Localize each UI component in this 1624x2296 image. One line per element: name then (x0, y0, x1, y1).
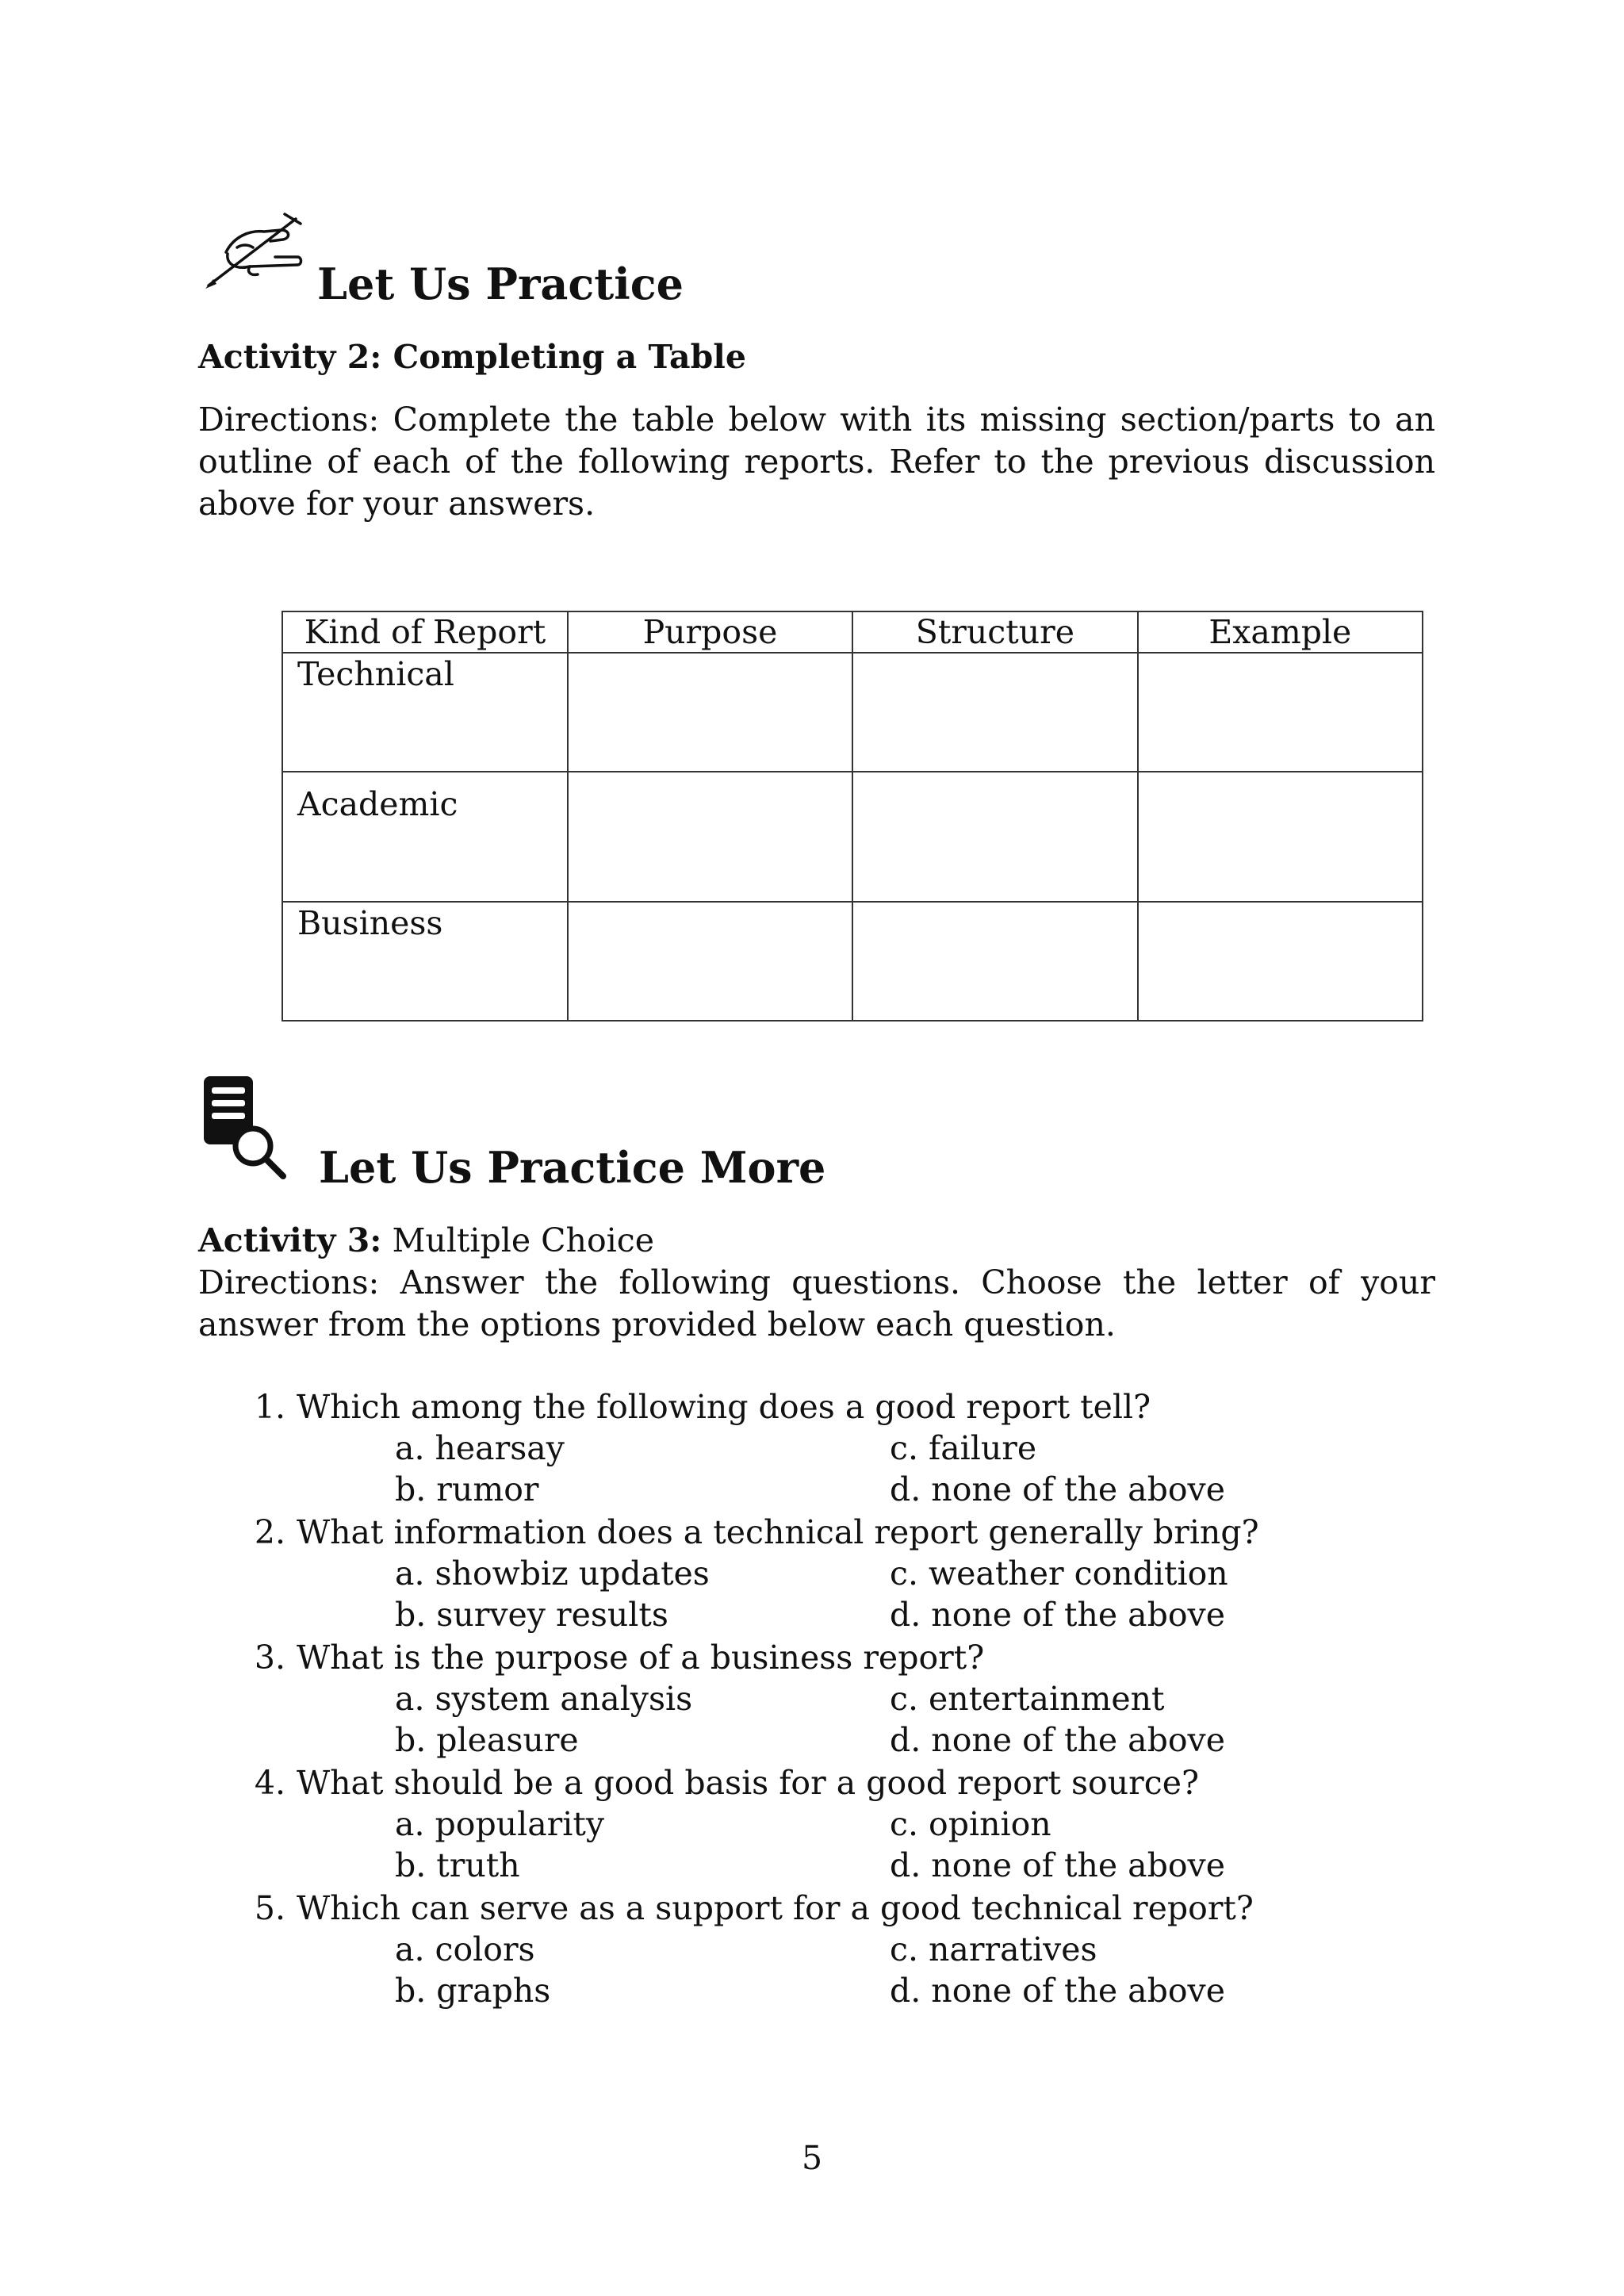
answer-option: a. hearsay (395, 1429, 565, 1467)
hand-writing-icon (202, 213, 305, 292)
question-number: 5. (254, 1889, 285, 1927)
answer-option: d. none of the above (890, 1846, 1225, 1884)
answer-option: d. none of the above (890, 1972, 1225, 2010)
activity-3-header (198, 1220, 654, 1262)
question-text: Which can serve as a support for a good technical report? (297, 1889, 1254, 1927)
answer-option: a. system analysis (395, 1680, 693, 1718)
table-header: Example (1138, 611, 1423, 653)
table-header: Kind of Report (282, 611, 568, 653)
section-heading-practice: Let Us Practice (317, 259, 684, 309)
answer-option: d. none of the above (890, 1721, 1225, 1759)
answer-option: b. truth (395, 1846, 520, 1884)
blank-cell (568, 902, 852, 1021)
question-number: 2. (254, 1513, 285, 1551)
row-label: Academic (282, 772, 568, 902)
report-table (282, 611, 1423, 1022)
table-header: Structure (852, 611, 1138, 653)
question-text: What is the purpose of a business report? (297, 1639, 985, 1677)
page-number: 5 (801, 2139, 823, 2177)
question-text: What should be a good basis for a good report source? (297, 1764, 1199, 1802)
answer-option: c. weather condition (890, 1554, 1228, 1593)
answer-option: b. survey results (395, 1596, 668, 1634)
row-label: Technical (282, 653, 568, 772)
activity-2-label: Activity 2: Completing a Table (198, 338, 746, 376)
blank-cell (568, 653, 852, 772)
answer-option: b. pleasure (395, 1721, 579, 1759)
question-number: 4. (254, 1764, 285, 1802)
answer-option: c. failure (890, 1429, 1037, 1467)
question-text: Which among the following does a good report tell? (297, 1388, 1151, 1426)
activity-3-directions: Directions: Answer the following questions. Choose the letter of your answer from the options provided below each question. (198, 1263, 1435, 1343)
table-row (282, 653, 1423, 772)
answer-option: c. entertainment (890, 1680, 1165, 1718)
blank-cell (1138, 772, 1423, 902)
blank-cell (1138, 902, 1423, 1021)
blank-cell (852, 772, 1138, 902)
answer-option: b. rumor (395, 1470, 539, 1508)
blank-cell (1138, 653, 1423, 772)
table-header: Purpose (568, 611, 852, 653)
question-number: 3. (254, 1639, 285, 1677)
blank-cell (852, 902, 1138, 1021)
activity-3-title: Multiple Choice (392, 1221, 654, 1259)
row-label: Business (282, 902, 568, 1021)
answer-option: c. opinion (890, 1805, 1051, 1843)
answer-option: b. graphs (395, 1972, 551, 2010)
activity-2-directions: Directions: Complete the table below with its missing section/parts to an outline of each of the following reports. Refer to the previous discussion above for your answers. (198, 401, 1435, 523)
blank-cell (852, 653, 1138, 772)
answer-option: a. popularity (395, 1805, 604, 1843)
table-header-row (282, 611, 1423, 653)
answer-option: c. narratives (890, 1930, 1097, 1968)
document-search-icon (202, 1075, 289, 1182)
question-number: 1. (254, 1388, 285, 1426)
answer-option: d. none of the above (890, 1470, 1225, 1508)
answer-option: a. showbiz updates (395, 1554, 710, 1593)
answer-option: d. none of the above (890, 1596, 1225, 1634)
table-row (282, 902, 1423, 1021)
blank-cell (568, 772, 852, 902)
question-text: What information does a technical report generally bring? (297, 1513, 1259, 1551)
activity-3-label: Activity 3: (198, 1221, 382, 1259)
answer-option: a. colors (395, 1930, 535, 1968)
table-row (282, 772, 1423, 902)
section-heading-practice-more: Let Us Practice More (319, 1142, 826, 1193)
